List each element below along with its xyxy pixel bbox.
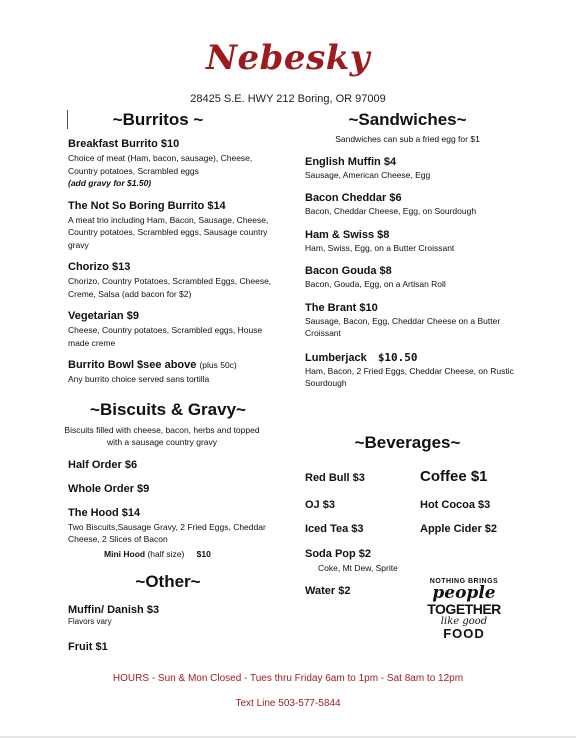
badge-line-3: TOGETHER [427, 601, 501, 617]
item-description: Flavors vary [68, 617, 112, 626]
menu-item [68, 641, 278, 653]
menu-item [68, 507, 278, 561]
item-description: Any burrito choice served sans tortilla [68, 374, 210, 384]
menu-item [68, 604, 278, 629]
hours-line: HOURS - Sun & Mon Closed - Tues thru Friday 6am to 1pm - Sat 8am to 12pm [112, 673, 464, 684]
brand-title: Nebesky [205, 38, 371, 78]
menu-item [68, 138, 278, 190]
mini-hood-name: Mini Hood [104, 548, 146, 559]
menu-item [68, 310, 278, 349]
section-note: Sandwiches can sub a fried egg for $1 [335, 134, 480, 144]
item-description: A meat trio including Ham, Bacon, Sausage, Cheese, Country potatoes, Scrambled eggs, Sausage country gravy [68, 214, 269, 250]
section-title-biscuits: ~Biscuits & Gravy~ [90, 399, 246, 419]
item-extra: (add gravy for $1.50) [68, 178, 152, 188]
item-title [68, 359, 278, 371]
beverage-water: Water $2 [305, 585, 351, 597]
item-description: Sausage, Bacon, Egg, Cheddar Cheese on a Butter Croissant [305, 315, 501, 338]
menu-item [305, 351, 520, 390]
mini-hood-price: $10 [196, 548, 211, 559]
menu-item [68, 200, 278, 252]
item-description: Two Biscuits,Sausage Gravy, 2 Fried Eggs, Cheddar Cheese, 2 Slices of Bacon [68, 521, 266, 544]
item-title: Muffin/ Danish $3 [68, 604, 160, 616]
beverage-oj: OJ $3 [305, 499, 335, 511]
beverage-coffee: Coffee $1 [420, 468, 488, 485]
menu-item [68, 261, 278, 300]
item-title: Chorizo $13 [68, 261, 131, 273]
item-title: Bacon Cheddar $6 [305, 192, 402, 204]
item-title: Half Order $6 [68, 458, 138, 471]
badge-line-5: FOOD [443, 626, 485, 641]
item-title: The Not So Boring Burrito $14 [68, 199, 226, 212]
item-name: Burrito Bowl $see above [68, 359, 197, 371]
item-description: Ham, Swiss, Egg, on a Butter Croissant [305, 242, 455, 253]
section-title-beverages: ~Beverages~ [354, 433, 461, 452]
section-note: Biscuits filled with cheese, bacon, herbs and topped with a sausage country gravy [64, 424, 260, 447]
item-description: Ham, Bacon, 2 Fried Eggs, Cheddar Cheese, on Rustic Sourdough [305, 365, 514, 388]
beverage-soda-pop: Soda Pop $2 [305, 548, 372, 560]
menu-item [68, 459, 278, 471]
item-price: $10.50 [377, 350, 418, 364]
item-title [305, 351, 520, 364]
item-description: Bacon, Gouda, Egg, on a Artisan Roll [305, 279, 446, 289]
beverage-apple-cider: Apple Cider $2 [420, 523, 498, 535]
section-title-other: ~Other~ [135, 572, 201, 591]
item-description: Choice of meat (Ham, bacon, sausage), Cheese, Country potatoes, Scrambled eggs [68, 153, 253, 176]
item-title: Vegetarian $9 [68, 310, 139, 322]
section-title-burritos: ~Burritos ~ [112, 110, 204, 129]
beverage-hot-cocoa: Hot Cocoa $3 [420, 499, 491, 511]
menu-item [305, 156, 520, 182]
menu-item [68, 359, 278, 386]
text-line: Text Line 503-577-5844 [235, 698, 341, 709]
badge-line-1: NOTHING BRINGS [429, 578, 499, 585]
item-title: Whole Order $9 [68, 482, 150, 495]
right-column [305, 110, 520, 390]
item-title: Breakfast Burrito $10 [68, 138, 180, 150]
item-description: Chorizo, Country Potatoes, Scrambled Eggs, Cheese, Creme, Salsa (add bacon for $2) [68, 276, 272, 299]
slogan-badge [424, 578, 504, 652]
beverage-iced-tea: Iced Tea $3 [305, 523, 364, 535]
item-title: The Brant $10 [305, 301, 378, 314]
item-title: The Hood $14 [68, 506, 141, 519]
soda-flavors: Coke, Mt Dew, Sprite [318, 563, 398, 573]
left-column [64, 110, 278, 653]
item-title: Fruit $1 [68, 640, 108, 653]
item-name-suffix: (plus 50c) [199, 360, 237, 370]
item-title: Bacon Gouda $8 [305, 265, 392, 277]
item-name: Lumberjack [305, 351, 367, 364]
menu-item [305, 302, 520, 340]
item-description: Cheese, Country potatoes, Scrambled eggs, House made creme [68, 325, 263, 348]
mini-hood-line [68, 548, 278, 561]
address: 28425 S.E. HWY 212 Boring, OR 97009 [190, 93, 386, 105]
item-description: Sausage, American Cheese, Egg [305, 169, 431, 180]
beverage-red-bull: Red Bull $3 [305, 472, 365, 484]
badge-line-4: like good [440, 616, 488, 627]
menu-item [305, 229, 520, 255]
section-title-sandwiches: ~Sandwiches~ [348, 110, 467, 129]
mini-hood-size: (half size) [147, 548, 185, 559]
badge-line-2: people [432, 583, 496, 603]
item-title: Ham & Swiss $8 [305, 228, 390, 241]
menu-item [68, 483, 278, 495]
item-title: English Muffin $4 [305, 155, 397, 168]
menu-item [305, 265, 520, 291]
item-description: Bacon, Cheddar Cheese, Egg, on Sourdough [305, 206, 477, 216]
menu-item [305, 192, 520, 218]
